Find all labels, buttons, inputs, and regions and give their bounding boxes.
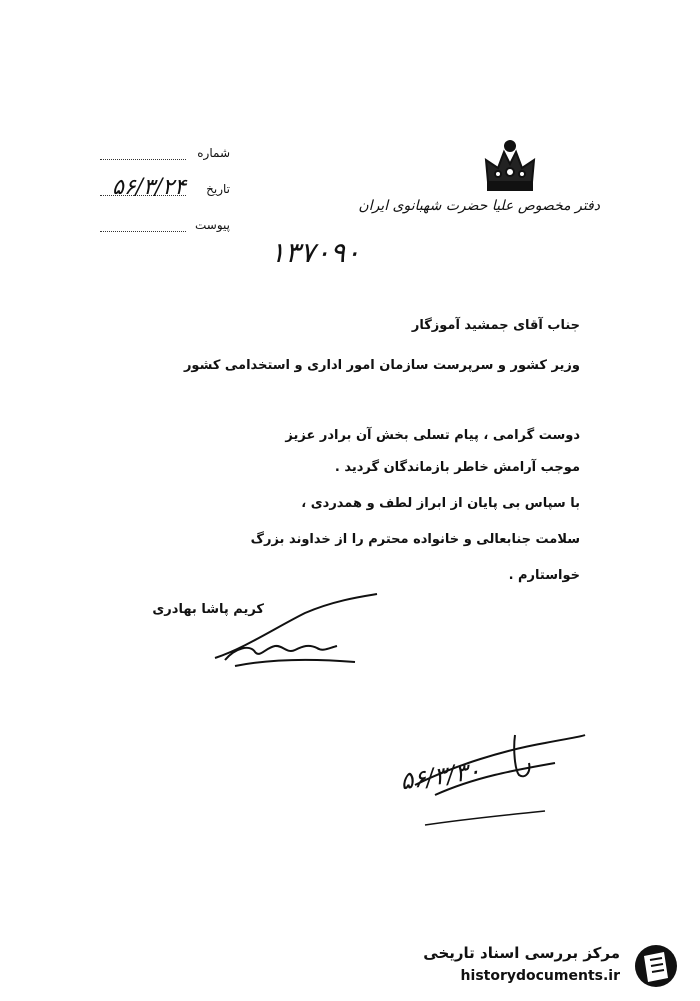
paragraph-2-line-1: با سپاس بی پایان از ابراز لطف و همدردی ، bbox=[301, 496, 580, 511]
archive-logo-icon bbox=[630, 942, 682, 990]
paragraph-2-line-2: سلامت جنابعالی و خانواده محترم را از خداوند بزرگ bbox=[250, 532, 580, 547]
registration-number: ۱۳۷۰۹۰ bbox=[270, 236, 361, 269]
attachment-row bbox=[100, 206, 230, 242]
footer-title: مرکز بررسی اسناد تاریخی bbox=[423, 944, 620, 962]
number-row bbox=[100, 134, 230, 170]
footer-watermark bbox=[410, 938, 690, 994]
date-row bbox=[100, 170, 230, 206]
date-label: تاریخ bbox=[206, 182, 230, 196]
signatory-name: کریم پاشا بهادری bbox=[152, 602, 264, 617]
recipient-title: وزیر کشور و سرپرست سازمان امور اداری و استخدامی کشور bbox=[183, 358, 580, 373]
handwritten-signature bbox=[205, 588, 385, 688]
paragraph-2-line-3: خواستارم . bbox=[508, 568, 580, 583]
letterhead bbox=[358, 138, 600, 214]
footer-url[interactable]: historydocuments.ir bbox=[460, 968, 620, 984]
paragraph-1-line-1: دوست گرامی ، پیام تسلی بخش آن برادر عزیز bbox=[285, 428, 580, 443]
annotation-date: ۵۶/۳/۳۰ bbox=[398, 756, 483, 796]
date-value: ۵۶/۳/۲۴ bbox=[112, 175, 186, 200]
attachment-label: پیوست bbox=[195, 218, 230, 232]
royal-crown-icon bbox=[478, 138, 542, 194]
attachment-line bbox=[100, 231, 186, 232]
paragraph-1-line-2: موجب آرامش خاطر بازماندگان گردید . bbox=[334, 460, 580, 475]
office-name: دفتر مخصوص علیا حضرت شهبانوی ایران bbox=[358, 198, 600, 214]
salutation: جناب آقای جمشید آموزگار bbox=[411, 318, 580, 333]
meta-block bbox=[100, 134, 230, 242]
number-label: شماره bbox=[197, 146, 230, 160]
number-line bbox=[100, 159, 186, 160]
